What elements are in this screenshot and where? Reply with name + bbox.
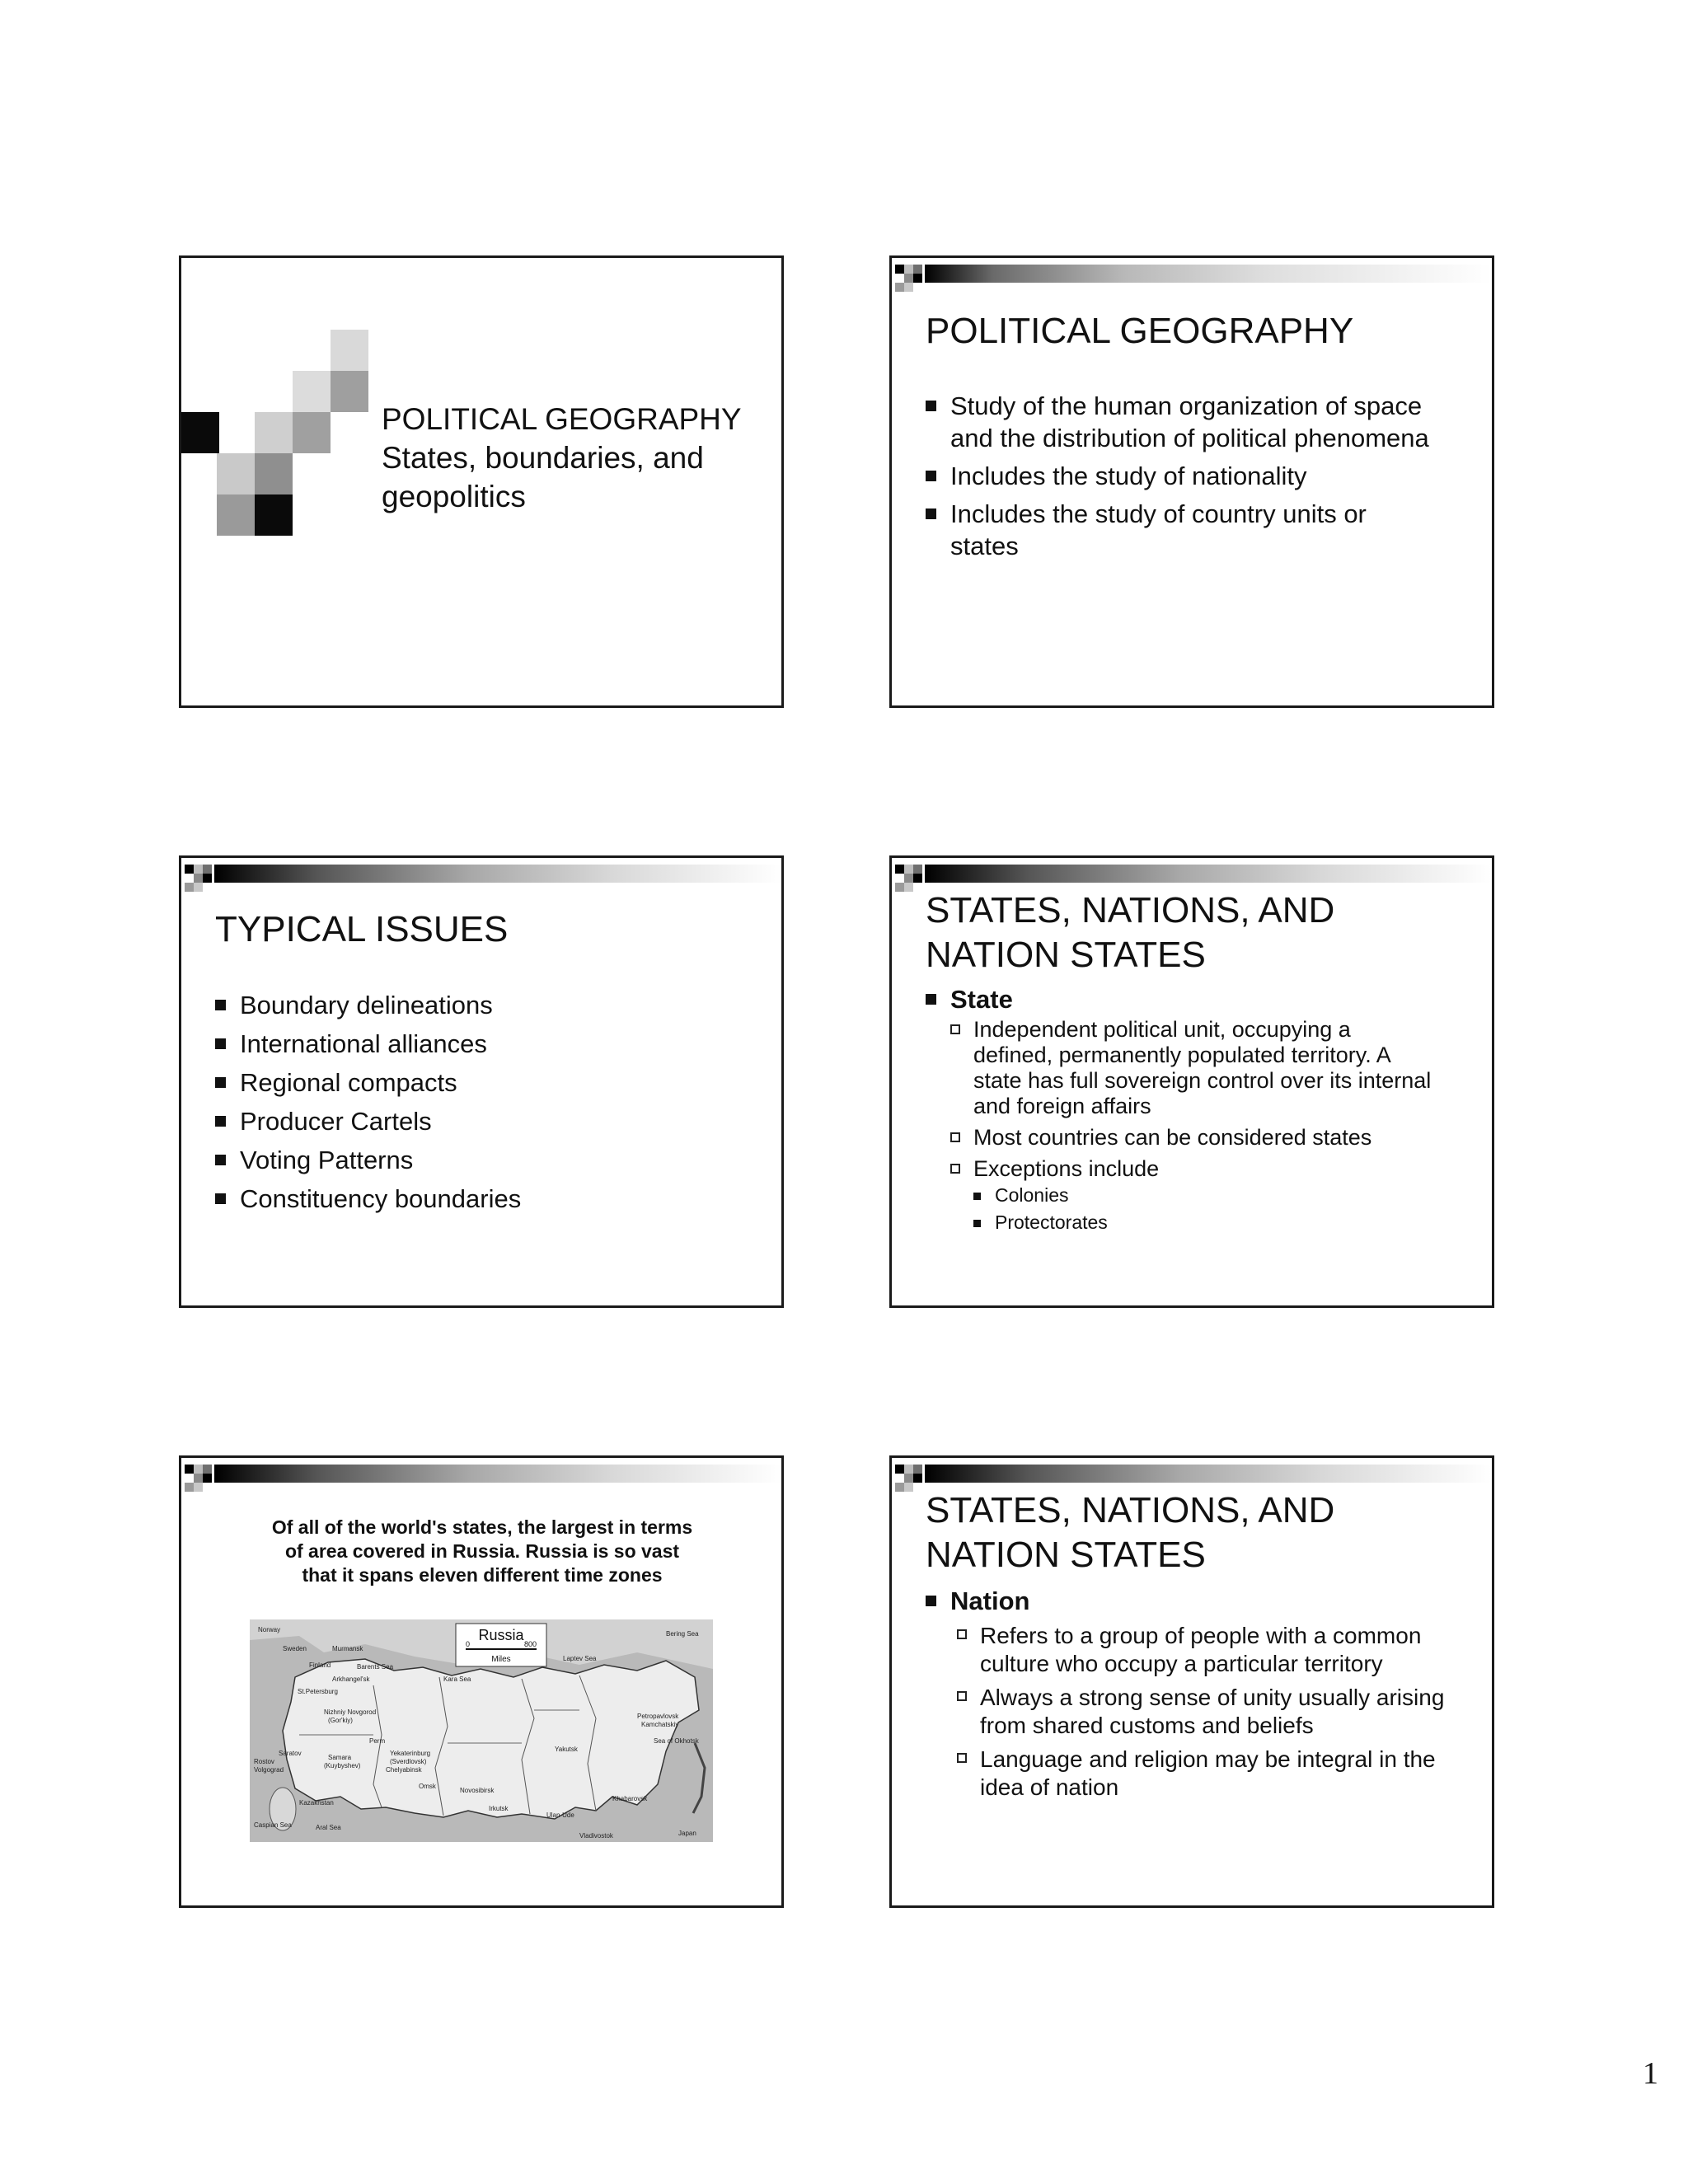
map-label: Rostov — [254, 1758, 274, 1765]
page-number: 1 — [1643, 2056, 1658, 2091]
checker-square — [255, 494, 293, 536]
bullet-list — [215, 986, 762, 1218]
title-line: POLITICAL GEOGRAPHY — [382, 402, 742, 436]
checker-square — [331, 371, 368, 412]
square-bullet-icon — [215, 1116, 226, 1127]
russia-map — [250, 1619, 713, 1842]
hollow-square-bullet-icon — [957, 1753, 967, 1763]
sub-sub-item: Colonies — [973, 1182, 1472, 1209]
bullet-item: Includes the study of nationality — [926, 460, 1472, 492]
square-bullet-icon — [926, 1596, 936, 1606]
bullet-item: Producer Cartels — [215, 1102, 762, 1141]
map-label: Yakutsk — [555, 1746, 578, 1753]
bullet-item: Nation Refers to a group of people with a common culture who occupy a particular territory Always a strong sense of unity usually arising from shared customs and beliefs Language and religion may be integral in the idea of nation — [926, 1585, 1472, 1802]
slide-4-states — [889, 855, 1494, 1308]
map-label: Laptev Sea — [563, 1655, 597, 1662]
hollow-square-bullet-icon — [950, 1024, 960, 1034]
bullet-list — [926, 983, 1472, 1236]
bullet-item: Regional compacts — [215, 1063, 762, 1102]
hollow-square-bullet-icon — [950, 1164, 960, 1174]
hollow-square-bullet-icon — [950, 1132, 960, 1142]
hollow-square-bullet-icon — [957, 1629, 967, 1639]
slide-2-political-geography — [889, 255, 1494, 708]
square-bullet-icon — [215, 1038, 226, 1049]
checker-square — [181, 412, 219, 453]
map-label: Caspian Sea — [254, 1821, 292, 1829]
map-label: Ulan-Ude — [546, 1811, 574, 1819]
bullet-item: Boundary delineations — [215, 986, 762, 1024]
map-label: Petropavlovsk — [637, 1713, 679, 1720]
scale-end: 800 — [523, 1640, 537, 1648]
sub-list — [950, 1017, 1472, 1236]
map-label: Yekaterinburg — [390, 1750, 431, 1757]
map-label: (Sverdlovsk) — [390, 1758, 427, 1765]
scale-start: 0 — [466, 1640, 471, 1648]
map-label: Nizhniy Novgorod — [324, 1708, 377, 1716]
map-label: Sea of Okhotsk — [654, 1737, 699, 1745]
checker-square — [217, 453, 255, 494]
map-label: Volgograd — [254, 1766, 284, 1774]
map-label: (Kuybyshev) — [324, 1762, 361, 1769]
bullet-item: Study of the human organization of space and the distribution of political phenomena — [926, 390, 1472, 454]
map-label: Aral Sea — [316, 1824, 341, 1831]
sub-item: Exceptions include Colonies Protectorates — [950, 1156, 1472, 1236]
map-label: Kara Sea — [443, 1675, 471, 1683]
sub-item: Independent political unit, occupying a defined, permanently populated territory. A state has full sovereign control over its internal and foreign affairs — [950, 1017, 1472, 1119]
slide-6-nation — [889, 1455, 1494, 1908]
sub-item: Language and religion may be integral in the idea of nation — [957, 1746, 1472, 1802]
slide-1-title — [179, 255, 784, 708]
header-gradient-decoration — [181, 858, 781, 896]
small-square-bullet-icon — [973, 1193, 981, 1200]
map-label: Kazakhstan — [299, 1799, 334, 1807]
bullet-list — [926, 390, 1472, 562]
map-label: (Gor'kiy) — [328, 1717, 353, 1724]
square-bullet-icon — [215, 1155, 226, 1165]
map-label: Omsk — [419, 1783, 436, 1790]
map-label: Sweden — [283, 1645, 307, 1652]
sub-item: Most countries can be considered states — [950, 1125, 1472, 1151]
map-label: Arkhangel'sk — [332, 1675, 370, 1683]
scale-unit: Miles — [491, 1655, 511, 1664]
map-label: Vladivostok — [579, 1832, 613, 1840]
checker-square — [255, 412, 293, 453]
header-gradient-decoration — [181, 1458, 781, 1496]
map-label: Finland — [309, 1661, 331, 1669]
square-bullet-icon — [215, 1077, 226, 1088]
bullet-item: Includes the study of country units or states — [926, 498, 1472, 562]
slide-title: POLITICAL GEOGRAPHY — [926, 311, 1354, 351]
slide-title: STATES, NATIONS, AND NATION STATES — [926, 1490, 1335, 1575]
sub-list — [950, 1622, 1472, 1802]
sub-item: Refers to a group of people with a common culture who occupy a particular territory — [957, 1622, 1472, 1678]
map-label: Chelyabinsk — [386, 1766, 422, 1774]
map-label: Saratov — [279, 1750, 302, 1757]
bullet-item: State Independent political unit, occupying a defined, permanently populated territory. A state has full sovereign control over its internal and foreign affairs Most countries can be considered states Exceptions include Colonies Protectorates — [926, 983, 1472, 1236]
map-label: Irkutsk — [489, 1805, 509, 1812]
square-bullet-icon — [215, 1193, 226, 1204]
slide-title — [382, 400, 742, 516]
slide-5-russia-map — [179, 1455, 784, 1908]
slide-caption: Of all of the world's states, the largest in terms of area covered in Russia. Russia is so vast that it spans eleven different time zones — [271, 1516, 693, 1586]
checker-square — [255, 453, 293, 494]
square-bullet-icon — [926, 401, 936, 411]
subtitle-line: States, boundaries, and — [382, 441, 704, 475]
square-bullet-icon — [926, 471, 936, 481]
map-label: Kamchatskiy — [641, 1721, 679, 1728]
map-label: Murmansk — [332, 1645, 363, 1652]
slide-title: TYPICAL ISSUES — [215, 909, 509, 949]
checker-square — [217, 494, 255, 536]
map-label: Japan — [678, 1830, 696, 1837]
map-label: Samara — [328, 1754, 352, 1761]
map-label: Perm — [369, 1737, 386, 1745]
map-label: Bering Sea — [666, 1630, 699, 1638]
sub-item: Always a strong sense of unity usually arising from shared customs and beliefs — [957, 1684, 1472, 1740]
checker-square — [293, 412, 331, 453]
sub-sub-item: Protectorates — [973, 1209, 1472, 1236]
subtitle-line: geopolitics — [382, 480, 526, 513]
header-gradient-decoration — [892, 258, 1492, 296]
square-bullet-icon — [215, 1000, 226, 1010]
map-label: Norway — [258, 1626, 281, 1633]
bullet-item: Voting Patterns — [215, 1141, 762, 1179]
checker-square — [293, 371, 331, 412]
slide-3-typical-issues — [179, 855, 784, 1308]
map-label: St.Petersburg — [298, 1688, 338, 1695]
bullet-list — [926, 1585, 1472, 1802]
map-label: Khabarovsk — [612, 1795, 648, 1802]
checker-square — [331, 330, 368, 371]
map-label: Barents Sea — [357, 1663, 394, 1671]
sub-sub-list — [973, 1182, 1472, 1236]
slide-title: STATES, NATIONS, AND NATION STATES — [926, 890, 1335, 975]
square-bullet-icon — [926, 994, 936, 1005]
map-label: Novosibirsk — [460, 1787, 495, 1794]
hollow-square-bullet-icon — [957, 1691, 967, 1701]
map-title: Russia — [478, 1627, 524, 1643]
bullet-item: Constituency boundaries — [215, 1179, 762, 1218]
small-square-bullet-icon — [973, 1220, 981, 1227]
bullet-item: International alliances — [215, 1024, 762, 1063]
square-bullet-icon — [926, 509, 936, 519]
